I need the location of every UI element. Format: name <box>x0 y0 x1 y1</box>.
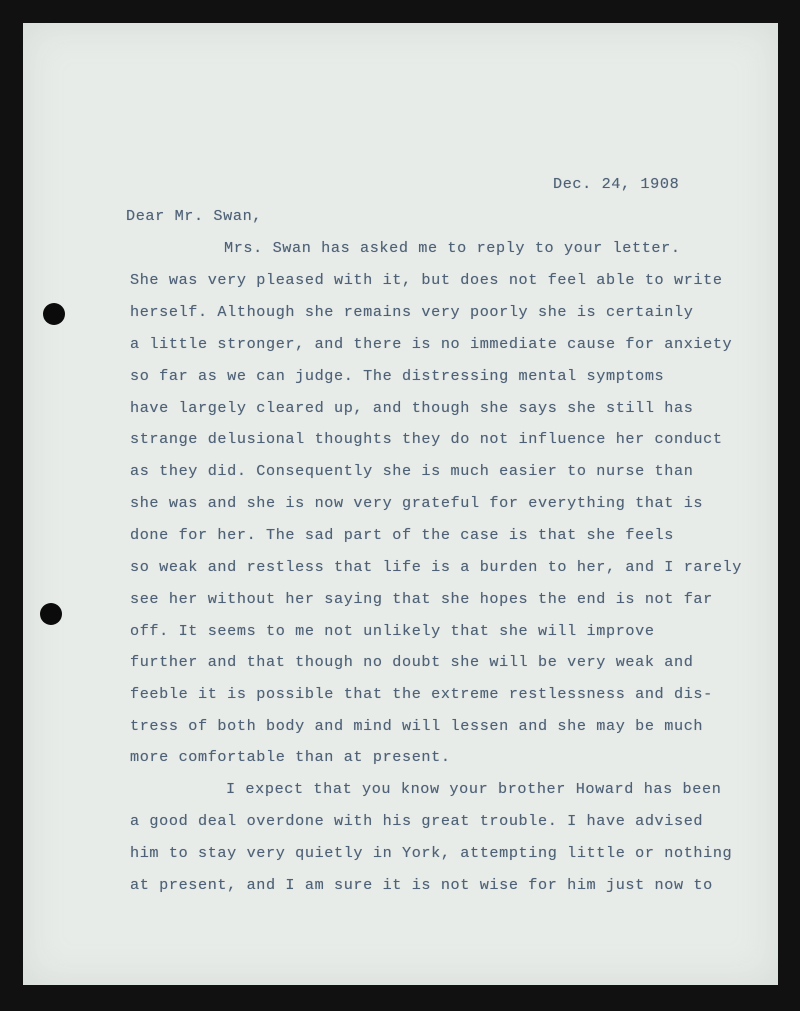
salutation: Dear Mr. Swan, <box>126 207 262 225</box>
body-line: so far as we can judge. The distressing mental symptoms <box>130 367 665 385</box>
body-line: a little stronger, and there is no immediate cause for anxiety <box>130 335 733 353</box>
body-line: have largely cleared up, and though she says she still has <box>130 399 694 417</box>
body-line: so weak and restless that life is a burden to her, and I rarely <box>130 558 742 576</box>
body-line: him to stay very quietly in York, attempting little or nothing <box>130 844 733 862</box>
body-line: a good deal overdone with his great trouble. I have advised <box>130 812 704 830</box>
body-line: I expect that you know your brother Howard has been <box>226 780 722 798</box>
letter-date: Dec. 24, 1908 <box>553 175 680 193</box>
body-line: more comfortable than at present. <box>130 748 451 766</box>
body-line: Mrs. Swan has asked me to reply to your letter. <box>224 239 681 257</box>
body-line: feeble it is possible that the extreme restlessness and dis- <box>130 685 713 703</box>
body-line: further and that though no doubt she will be very weak and <box>130 653 694 671</box>
body-line: strange delusional thoughts they do not influence her conduct <box>130 430 723 448</box>
body-line: she was and she is now very grateful for everything that is <box>130 494 704 512</box>
body-line: tress of both body and mind will lessen and she may be much <box>130 717 704 735</box>
punch-hole-bottom <box>40 603 62 625</box>
body-line: off. It seems to me not unlikely that she will improve <box>130 622 655 640</box>
body-line: at present, and I am sure it is not wise for him just now to <box>130 876 713 894</box>
punch-hole-top <box>43 303 65 325</box>
body-line: done for her. The sad part of the case is that she feels <box>130 526 674 544</box>
body-line: herself. Although she remains very poorly she is certainly <box>130 303 694 321</box>
body-line: She was very pleased with it, but does not feel able to write <box>130 271 723 289</box>
body-line: see her without her saying that she hopes the end is not far <box>130 590 713 608</box>
body-line: as they did. Consequently she is much easier to nurse than <box>130 462 694 480</box>
